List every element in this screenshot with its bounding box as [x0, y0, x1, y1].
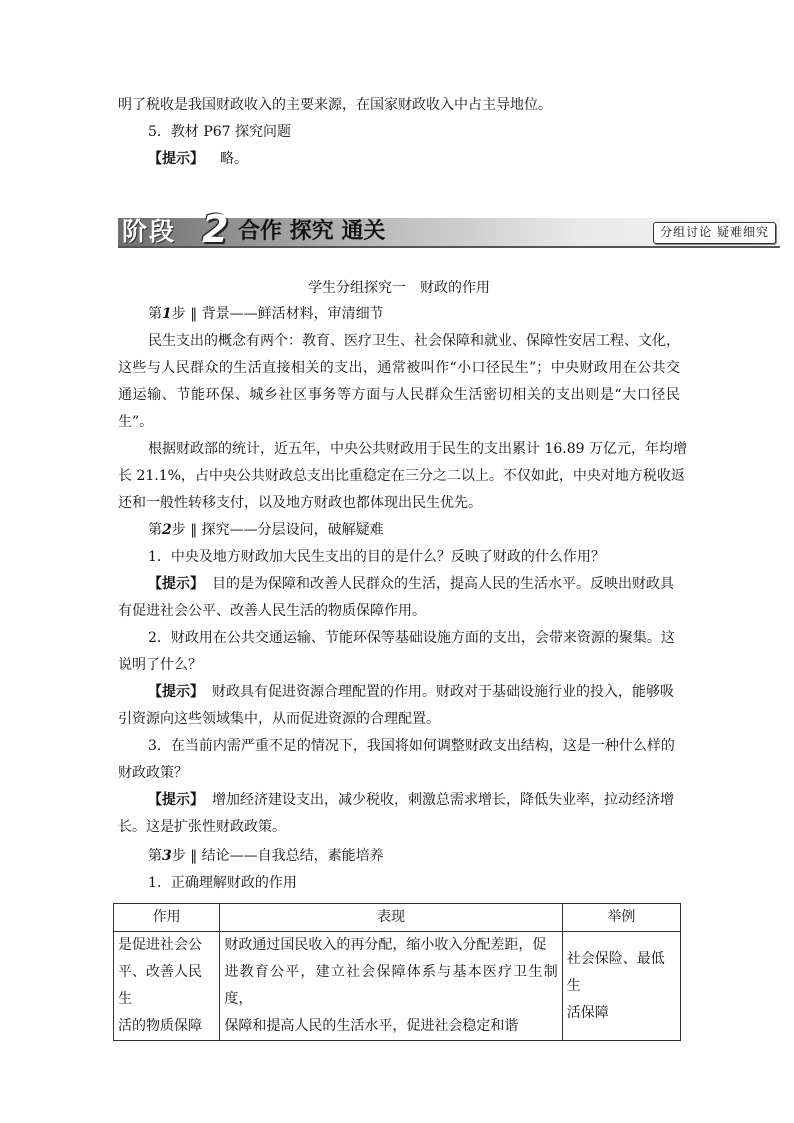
tip-label: 【提示】 — [148, 576, 204, 592]
table-cell-performance — [220, 932, 562, 1041]
cell-line: 社会保险、最低生 — [566, 950, 665, 994]
step-label: 步 ‖ 探究——分层设问，破解疑难 — [171, 522, 384, 538]
tip-label: 【提示】 — [148, 151, 204, 167]
paragraph-line: 长 21.1%，占中央公共财政总支出比重稳定在三分之二以上。不仅如此，中央对地方税收返 — [118, 468, 685, 484]
list-item-1: 1．正确理解财政的作用 — [148, 875, 297, 891]
cell-line: 是促进社会公 — [118, 937, 202, 953]
answer-2 — [148, 681, 680, 703]
section-heading: 学生分组探究一 财政的作用 — [308, 280, 490, 296]
column-header: 作用 — [114, 904, 220, 932]
paragraph-line: 这些与人民群众的生活直接相关的支出，通常被叫作“小口径民生”；中央财政用在公共交 — [118, 360, 680, 376]
answer-line: 长。这是扩张性财政政策。 — [118, 819, 286, 835]
tip-label: 【提示】 — [148, 792, 204, 808]
table-header-row — [114, 904, 681, 932]
answer-3 — [148, 789, 680, 811]
answer-line: 引资源向这些领域集中，从而促进资源的合理配置。 — [118, 711, 440, 727]
paragraph-line: 根据财政部的统计，近五年，中央公共财政用于民生的支出累计 16.89 万亿元，年均增 — [148, 441, 687, 457]
question-1: 1．中央及地方财政加大民生支出的目的是什么？反映了财政的什么作用？ — [148, 549, 605, 565]
column-header: 表现 — [220, 904, 562, 932]
paragraph-line: 民生支出的概念有两个：教育、医疗卫生、社会保障和就业、保障性安居工程、文化， — [148, 333, 680, 349]
step-2-heading — [148, 519, 680, 541]
cell-line: 保障和提高人民的生活水平，促进社会稳定和谐 — [224, 1018, 519, 1034]
step-number: 2 — [162, 522, 172, 538]
table-cell-role — [114, 932, 220, 1041]
question-item-5: 5．教材 P67 探究问题 — [148, 124, 292, 140]
cell-line: 平、改善人民生 — [118, 964, 202, 1007]
question-line: 说明了什么？ — [118, 657, 202, 673]
stage-banner — [118, 207, 780, 251]
answer-text: 增加经济建设支出，减少税收，刺激总需求增长，降低失业率，拉动经济增 — [212, 792, 674, 808]
paragraph-line: 生”。 — [118, 414, 154, 430]
question-line: 财政政策？ — [118, 765, 188, 781]
step-prefix: 第 — [148, 306, 162, 322]
answer-text: 财政具有促进资源合理配置的作用。财政对于基础设施行业的投入，能够吸 — [212, 684, 674, 700]
step-1-heading — [148, 303, 680, 325]
step-number: 1 — [162, 306, 172, 322]
step-label: 步 ‖ 背景——鲜活材料，审清细节 — [171, 306, 384, 322]
paragraph-line: 还和一般性转移支付，以及地方财政也都体现出民生优先。 — [118, 495, 482, 511]
paragraph-line: 通运输、节能环保、城乡社区事务等方面与人民群众生活密切相关的支出则是“大口径民 — [118, 387, 680, 403]
cell-line: 活保障 — [566, 1004, 609, 1021]
tip-label: 【提示】 — [148, 684, 204, 700]
stage-label: 阶段 — [122, 217, 177, 246]
cell-line: 活的物质保障 — [118, 1018, 202, 1034]
roles-table — [113, 903, 681, 1041]
column-header: 举例 — [562, 904, 680, 932]
stage-number: 2 — [202, 207, 229, 251]
tip-line — [148, 148, 680, 170]
table-cell-example — [562, 932, 680, 1041]
question-3: 3．在当前内需严重不足的情况下，我国将如何调整财政支出结构，这是一种什么样的 — [148, 738, 675, 754]
question-2: 2．财政用在公共交通运输、节能环保等基础设施方面的支出，会带来资源的聚集。这 — [148, 630, 675, 646]
step-3-heading — [148, 845, 680, 867]
step-prefix: 第 — [148, 522, 162, 538]
step-label: 步 ‖ 结论——自我总结，素能培养 — [171, 848, 384, 864]
stage-badge: 分组讨论 疑难细究 — [653, 222, 776, 244]
step-prefix: 第 — [148, 848, 162, 864]
table-row — [114, 932, 681, 1041]
answer-text: 目的是为保障和改善人民群众的生活，提高人民的生活水平。反映出财政具 — [212, 576, 674, 592]
answer-1 — [148, 573, 680, 595]
cell-line: 进教育公平，建立社会保障体系与基本医疗卫生制度， — [224, 964, 558, 1007]
step-number: 3 — [162, 848, 172, 864]
cell-line: 财政通过国民收入的再分配，缩小收入分配差距，促 — [224, 937, 547, 953]
tip-text: 略。 — [220, 151, 248, 167]
paragraph-line: 明了税收是我国财政收入的主要来源，在国家财政收入中占主导地位。 — [118, 97, 552, 113]
answer-line: 有促进社会公平、改善人民生活的物质保障作用。 — [118, 603, 426, 619]
stage-title: 合作 探究 通关 — [238, 219, 386, 244]
